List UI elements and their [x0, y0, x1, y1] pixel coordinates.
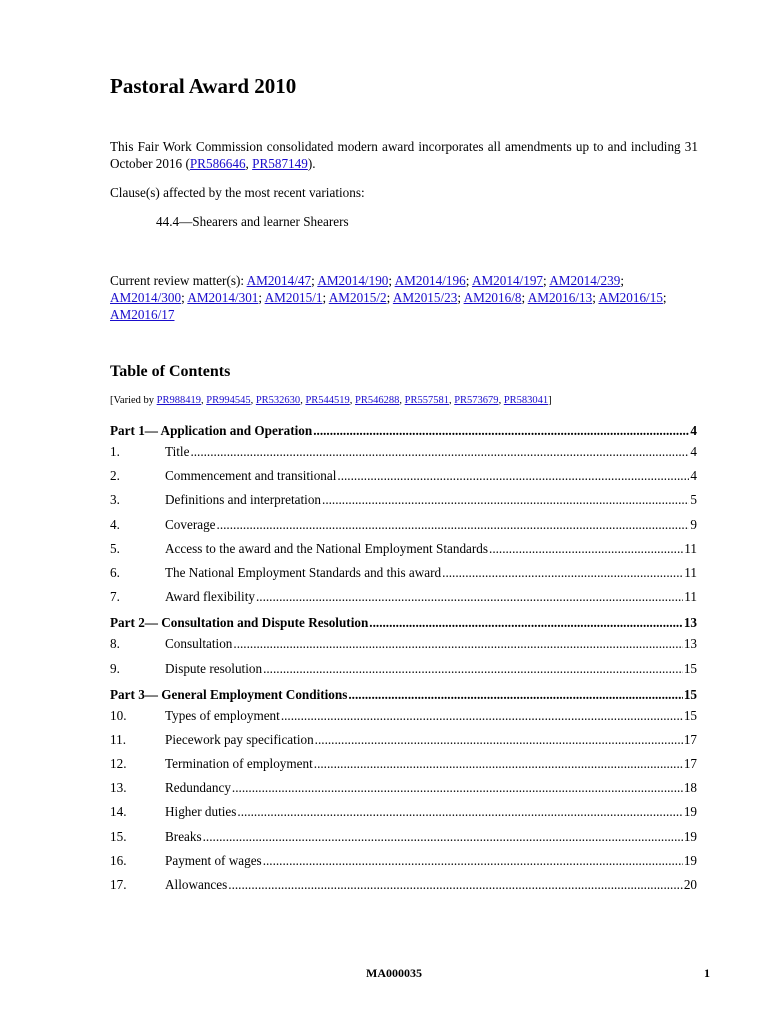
toc-entry[interactable] [110, 756, 697, 780]
toc-part-3[interactable] [110, 687, 697, 708]
toc-leader-dots [322, 492, 689, 508]
review-link-am2016-15[interactable]: AM2016/15 [598, 290, 663, 305]
toc-leader-dots [263, 661, 683, 677]
varied-suffix: ] [548, 395, 552, 406]
toc-entry[interactable] [110, 492, 697, 516]
varied-link-pr988419[interactable]: PR988419 [156, 395, 201, 406]
review-link-am2015-1[interactable]: AM2015/1 [264, 290, 323, 305]
toc-entry-page: 9 [690, 516, 697, 532]
toc-entry-label: The National Employment Standards and this award [165, 564, 442, 580]
toc-leader-dots [263, 853, 683, 869]
toc-entry[interactable] [110, 589, 697, 613]
clauses-heading: Clause(s) affected by the most recent variations: [110, 185, 365, 200]
toc-leader-dots [337, 468, 689, 484]
toc-entry-label: Access to the award and the National Employment Standards [165, 540, 489, 556]
toc-entry-label: Consultation [165, 636, 233, 652]
toc-entry-label: Higher duties [165, 804, 237, 820]
toc-leader-dots [217, 517, 690, 533]
toc-entry-page: 17 [683, 731, 697, 747]
toc-entry-page: 11 [684, 589, 697, 605]
review-link-am2015-23[interactable]: AM2015/23 [392, 290, 458, 305]
toc-entry-label: Types of employment [165, 707, 280, 723]
toc-leader-dots [256, 589, 683, 605]
toc-entry-page: 4 [690, 444, 697, 459]
varied-link-pr557581[interactable]: PR557581 [404, 395, 449, 406]
toc-entry-page: 17 [683, 756, 697, 772]
toc-part-1[interactable] [110, 423, 697, 444]
toc-leader-dots [314, 756, 683, 772]
toc-entry[interactable] [110, 444, 697, 468]
toc-leader-dots [489, 541, 683, 557]
varied-link-pr532630[interactable]: PR532630 [255, 395, 301, 406]
toc-entry[interactable] [110, 541, 697, 565]
toc-entry-number: 15. [110, 828, 127, 844]
toc-entry-label: Commencement and transitional [165, 468, 337, 484]
toc-leader-dots [237, 804, 682, 820]
toc-part-page: 15 [683, 686, 697, 702]
toc-leader-dots [348, 687, 682, 703]
toc-part-label: Part 1— Application and Operation [110, 423, 313, 438]
toc-part-page: 13 [683, 615, 697, 631]
toc-entry-number: 14. [110, 804, 127, 820]
link-pr587149[interactable]: PR587149 [252, 156, 308, 171]
review-link-am2014-196[interactable]: AM2014/196 [394, 273, 466, 288]
toc-leader-dots [369, 615, 683, 631]
toc-entry-page: 15 [683, 660, 697, 676]
toc-part-label: Part 3— General Employment Conditions [110, 686, 348, 702]
link-pr586646[interactable]: PR586646 [189, 156, 246, 171]
varied-link-pr544519[interactable]: PR544519 [305, 395, 350, 406]
varied-link-pr546288[interactable]: PR546288 [355, 395, 400, 406]
toc-entry-number: 3. [110, 492, 120, 508]
toc-entry-number: 5. [110, 540, 120, 556]
toc-entry[interactable] [110, 708, 697, 732]
toc-leader-dots [315, 732, 683, 748]
toc-entry-page: 13 [683, 636, 697, 652]
toc-entry[interactable] [110, 829, 697, 853]
toc-entry-label: Redundancy [165, 780, 231, 796]
review-link-am2015-2[interactable]: AM2015/2 [328, 290, 387, 305]
toc-entry-number: 16. [110, 852, 127, 868]
toc-leader-dots [233, 636, 682, 652]
toc-part-2[interactable] [110, 615, 697, 636]
toc-entry-number: 9. [110, 660, 120, 676]
toc-leader-dots [190, 444, 689, 460]
review-link-am2016-17[interactable]: AM2016/17 [110, 307, 175, 322]
review-label: Current review matter(s): [110, 273, 247, 288]
toc-entry-number: 8. [110, 636, 120, 652]
toc-entry-number: 1. [110, 444, 120, 459]
toc-part-label: Part 2— Consultation and Dispute Resolution [110, 615, 369, 631]
toc-entry-number: 4. [110, 516, 120, 532]
review-link-am2016-8[interactable]: AM2016/8 [463, 290, 522, 305]
toc-entry-label: Breaks [165, 828, 202, 844]
intro-paragraph [110, 138, 698, 172]
review-link-am2016-13[interactable]: AM2016/13 [527, 290, 593, 305]
toc-entry-page: 19 [683, 804, 697, 820]
toc-entry-number: 10. [110, 707, 127, 723]
varied-prefix: [Varied by [110, 395, 157, 406]
toc-entry-page: 5 [690, 492, 697, 508]
toc-entry-page: 18 [683, 780, 697, 796]
review-link-am2014-190[interactable]: AM2014/190 [317, 273, 389, 288]
review-link-am2014-197[interactable]: AM2014/197 [471, 273, 544, 288]
varied-link-pr583041[interactable]: PR583041 [503, 395, 549, 406]
toc-entry-label: Payment of wages [165, 852, 262, 868]
toc-leader-dots [203, 829, 683, 845]
varied-link-pr994545[interactable]: PR994545 [206, 395, 251, 406]
toc-entry[interactable] [110, 853, 697, 877]
toc-entry-label: Definitions and interpretation [165, 492, 322, 508]
document-title: Pastoral Award 2010 [110, 74, 297, 98]
toc-entry[interactable] [110, 468, 697, 492]
toc-entry[interactable] [110, 780, 697, 804]
intro-text-end: ). [307, 156, 316, 171]
toc-entry-page: 19 [683, 852, 697, 868]
review-link-am2014-47[interactable]: AM2014/47 [246, 273, 312, 288]
toc-entry[interactable] [110, 636, 697, 660]
review-link-am2014-239[interactable]: AM2014/239 [549, 273, 621, 288]
toc-entry-number: 7. [110, 589, 120, 605]
toc-entry-page: 4 [690, 468, 697, 484]
toc-entry-page: 11 [684, 540, 697, 556]
toc-entry-page: 20 [683, 877, 697, 892]
toc-entry[interactable] [110, 732, 697, 756]
toc-entry-label: Piecework pay specification [165, 731, 314, 747]
review-link-am2014-301[interactable]: AM2014/301 [187, 290, 259, 305]
toc-entry-page: 15 [683, 707, 697, 723]
toc-entry[interactable] [110, 877, 697, 901]
toc-title: Table of Contents [110, 363, 231, 380]
toc-entry[interactable] [110, 661, 697, 685]
toc-entry-number: 11. [110, 731, 126, 747]
varied-by-line: [Varied by PR988419, PR994545, PR532630, PR544519, PR546288, PR557581, PR573679, PR583041] [110, 395, 552, 406]
varied-link-pr573679[interactable]: PR573679 [454, 395, 499, 406]
toc-entry-page: 11 [684, 564, 697, 580]
toc-entry-label: Dispute resolution [165, 660, 263, 676]
toc-leader-dots [313, 423, 689, 439]
toc-entry-label: Allowances [165, 877, 228, 892]
toc-entry-number: 12. [110, 756, 127, 772]
toc-leader-dots [442, 565, 683, 581]
toc-entry-number: 17. [110, 877, 127, 892]
review-link-am2014-300[interactable]: AM2014/300 [110, 290, 182, 305]
toc-entry-label: Coverage [165, 516, 216, 532]
toc-entry-number: 2. [110, 468, 120, 484]
toc-leader-dots [232, 780, 683, 796]
toc-entry-label: Termination of employment [165, 756, 313, 772]
toc-entry-label: Award flexibility [165, 589, 255, 605]
review-matters: Current review matter(s): AM2014/47; AM2014/190; AM2014/196; AM2014/197; AM2014/239; AM2014/300; AM2014/301; AM2015/1; AM2015/2; AM2015/23; AM2016/8; AM2016/13; AM2016/15; AM2016/17 [110, 273, 667, 322]
toc-entry[interactable] [110, 565, 697, 589]
clauses-item: 44.4—Shearers and learner Shearers [156, 214, 349, 229]
toc-entry-label: Title [165, 444, 190, 459]
toc-entry-number: 13. [110, 780, 127, 796]
toc-leader-dots [281, 708, 683, 724]
intro-text: This Fair Work Commission consolidated modern award incorporates all amendments up to and including 31 October 2016 ( [110, 139, 698, 171]
toc-entry[interactable] [110, 804, 697, 828]
toc-leader-dots [228, 877, 683, 893]
toc-part-page: 4 [690, 423, 697, 438]
toc-entry-page: 19 [683, 828, 697, 844]
intro-separator: , [245, 156, 253, 171]
footer-page-number: 1 [704, 966, 710, 980]
toc-entry-number: 6. [110, 564, 120, 580]
table-of-contents [110, 421, 697, 901]
toc-entry[interactable] [110, 517, 697, 541]
footer-award-code: MA000035 [366, 966, 422, 980]
